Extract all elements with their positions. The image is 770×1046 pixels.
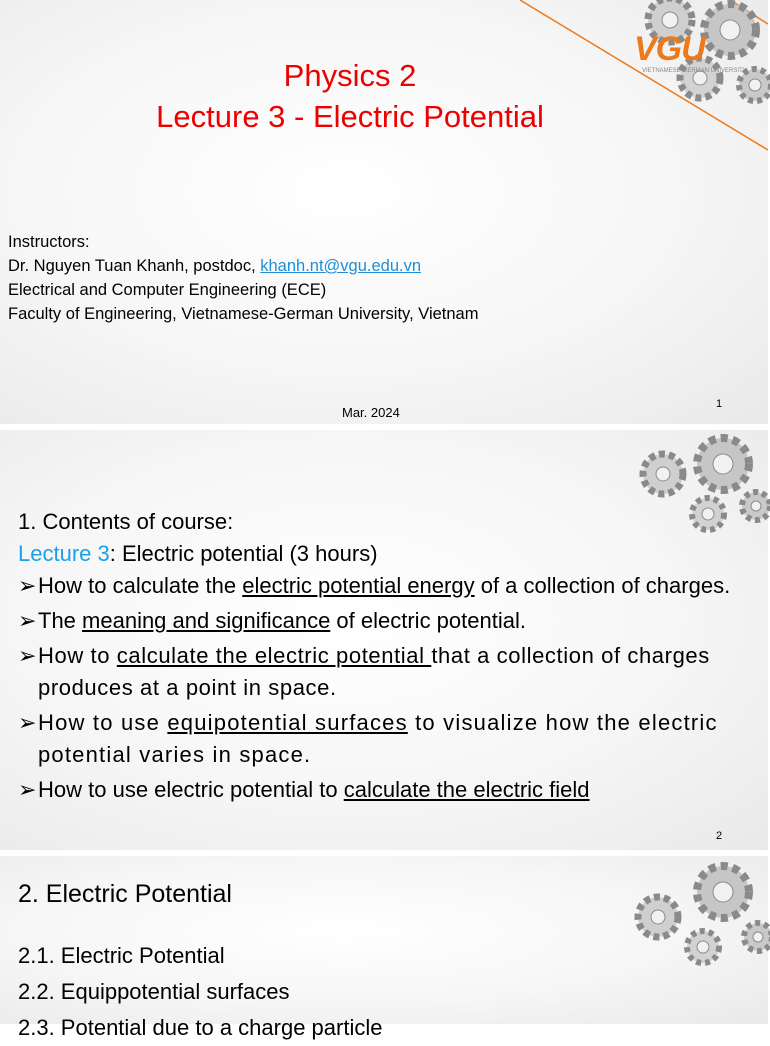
- section-heading: 2. Electric Potential: [18, 880, 232, 908]
- bullet-text: of electric potential.: [330, 608, 526, 633]
- bullet-underlined: calculate the electric field: [343, 777, 590, 802]
- bullet-underlined: meaning and significance: [82, 608, 331, 633]
- arrow-bullet-icon: ➢: [18, 608, 37, 633]
- arrow-bullet-icon: ➢: [18, 643, 38, 668]
- list-item: 2.2. Equippotential surfaces: [18, 979, 290, 1004]
- slide-3: [0, 856, 768, 1040]
- bullet-text: How to use electric potential to: [38, 777, 344, 802]
- bullet-item: [18, 774, 758, 806]
- slide-title-line1: Physics 2: [283, 58, 417, 93]
- course-contents: [18, 506, 758, 809]
- section-list: [18, 938, 382, 1046]
- bullet-underlined: calculate the electric potential: [116, 643, 432, 668]
- list-item: 2.3. Potential due to a charge particle: [18, 1015, 383, 1040]
- logo-subtext: VIETNAMESE-GERMAN UNIVERSITY: [642, 68, 747, 74]
- bullet-text: of a collection of charges.: [474, 573, 731, 598]
- bullet-underlined: equipotential surfaces: [167, 710, 408, 735]
- bullet-text: How to calculate the: [38, 573, 243, 598]
- bullet-item: [18, 605, 758, 637]
- bullet-underlined: electric potential energy: [242, 573, 475, 598]
- arrow-bullet-icon: ➢: [18, 777, 37, 802]
- instructor-info: [8, 230, 478, 326]
- lecture-link[interactable]: Lecture 3: [18, 541, 110, 566]
- instructors-label: Instructors:: [8, 233, 90, 251]
- contents-heading: 1. Contents of course:: [18, 509, 234, 534]
- slide-2: [0, 430, 768, 850]
- gears-decoration-icon: [628, 862, 768, 962]
- lecture-line: [18, 538, 758, 570]
- bullet-text: The: [38, 608, 83, 633]
- slide-title-line2: Lecture 3 - Electric Potential: [156, 99, 544, 134]
- bullet-item: [18, 707, 758, 771]
- slide-1: [0, 0, 768, 424]
- list-item: 2.1. Electric Potential: [18, 943, 225, 968]
- arrow-bullet-icon: ➢: [18, 710, 38, 735]
- bullet-item: [18, 640, 758, 704]
- instructor-email-link[interactable]: khanh.nt@vgu.edu.vn: [260, 257, 422, 275]
- department: Electrical and Computer Engineering (ECE): [8, 281, 327, 299]
- bullet-text: that a collection of charges produces at a point in space.: [38, 643, 710, 700]
- bullet-text: How to: [38, 643, 117, 668]
- bullet-item: [18, 570, 758, 602]
- instructor-name: Dr. Nguyen Tuan Khanh, postdoc,: [8, 257, 261, 275]
- logo-text: VGU: [634, 30, 705, 68]
- slide-date: Mar. 2024: [342, 405, 400, 420]
- faculty: Faculty of Engineering, Vietnamese-German University, Vietnam: [8, 305, 479, 323]
- page-number: 2: [716, 830, 723, 842]
- lecture-description: : Electric potential (3 hours): [109, 541, 378, 566]
- bullet-text: to visualize how the electric potential varies in space.: [38, 710, 718, 767]
- page-number: 1: [716, 398, 723, 410]
- bullet-text: How to use: [38, 710, 168, 735]
- arrow-bullet-icon: ➢: [18, 573, 37, 598]
- instructor-line: [8, 254, 478, 278]
